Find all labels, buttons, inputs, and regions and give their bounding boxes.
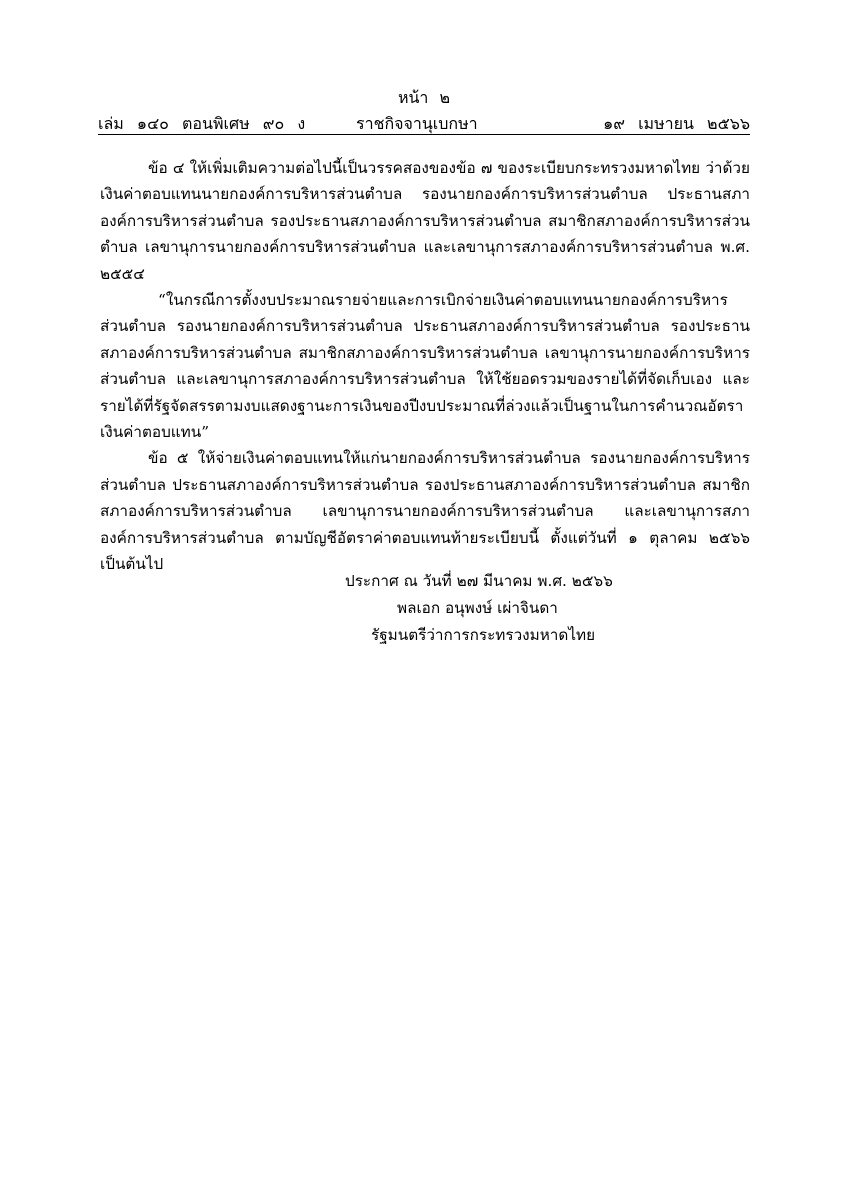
clause-4-paragraph: ข้อ ๔ ให้เพิ่มเติมความต่อไปนี้เป็นวรรคสองของข้อ ๗ ของระเบียบกระทรวงมหาดไทย ว่าด้วยเงินค่าตอบแทนนายกองค์การบริหารส่วนตำบล รองนายกองค์การบริหารส่วนตำบล ประธานสภาองค์การบริหารส่วนตำบล รองประธานสภาองค์การบริหารส่วนตำบล สมาชิกสภาองค์การบริหารส่วนตำบล เลขานุการนายกองค์การบริหารส่วนตำบล และเลขานุการสภาองค์การบริหารส่วนตำบล พ.ศ. ๒๕๕๔ [100, 159, 750, 283]
publication-date: ๑๙ เมษายน ๒๕๖๖ [603, 114, 750, 133]
quoted-amendment-paragraph: “ในกรณีการตั้งงบประมาณรายจ่ายและการเบิกจ่ายเงินค่าตอบแทนนายกองค์การบริหารส่วนตำบล รองนายกองค์การบริหารส่วนตำบล ประธานสภาองค์การบริหารส่วนตำบล รองประธานสภาองค์การบริหารส่วนตำบล สมาชิกสภาองค์การบริหารส่วนตำบล เลขานุการนายกองค์การบริหารส่วนตำบล และเลขานุการสภาองค์การบริหารส่วนตำบล ให้ใช้ยอดรวมของรายได้ที่จัดเก็บเอง และรายได้ที่รัฐจัดสรรตามงบแสดงฐานะการเงินของปีงบประมาณที่ล่วงแล้วเป็นฐานในการคำนวณอัตราเงินค่าตอบแทน” [100, 291, 750, 442]
running-header [98, 112, 750, 135]
page-number: หน้า ๒ [397, 88, 451, 107]
announcement-date: ประกาศ ณ วันที่ ๒๗ มีนาคม พ.ศ. ๒๕๖๖ [345, 572, 613, 590]
signatory-name: พลเอก อนุพงษ์ เผ่าจินดา [397, 599, 558, 617]
volume-info: เล่ม ๑๔๐ ตอนพิเศษ ๙๐ ง [98, 114, 306, 133]
publication-title: ราชกิจจานุเบกษา [356, 114, 478, 133]
document-body [100, 155, 750, 578]
signatory-position: รัฐมนตรีว่าการกระทรวงมหาดไทย [371, 626, 596, 644]
clause-5-paragraph: ข้อ ๕ ให้จ่ายเงินค่าตอบแทนให้แก่นายกองค์การบริหารส่วนตำบล รองนายกองค์การบริหารส่วนตำบล ประธานสภาองค์การบริหารส่วนตำบล รองประธานสภาองค์การบริหารส่วนตำบล สมาชิกสภาองค์การบริหารส่วนตำบล เลขานุการนายกองค์การบริหารส่วนตำบล และเลขานุการสภาองค์การบริหารส่วนตำบล ตามบัญชีอัตราค่าตอบแทนท้ายระเบียบนี้ ตั้งแต่วันที่ ๑ ตุลาคม ๒๕๖๖ เป็นต้นไป [100, 449, 750, 574]
